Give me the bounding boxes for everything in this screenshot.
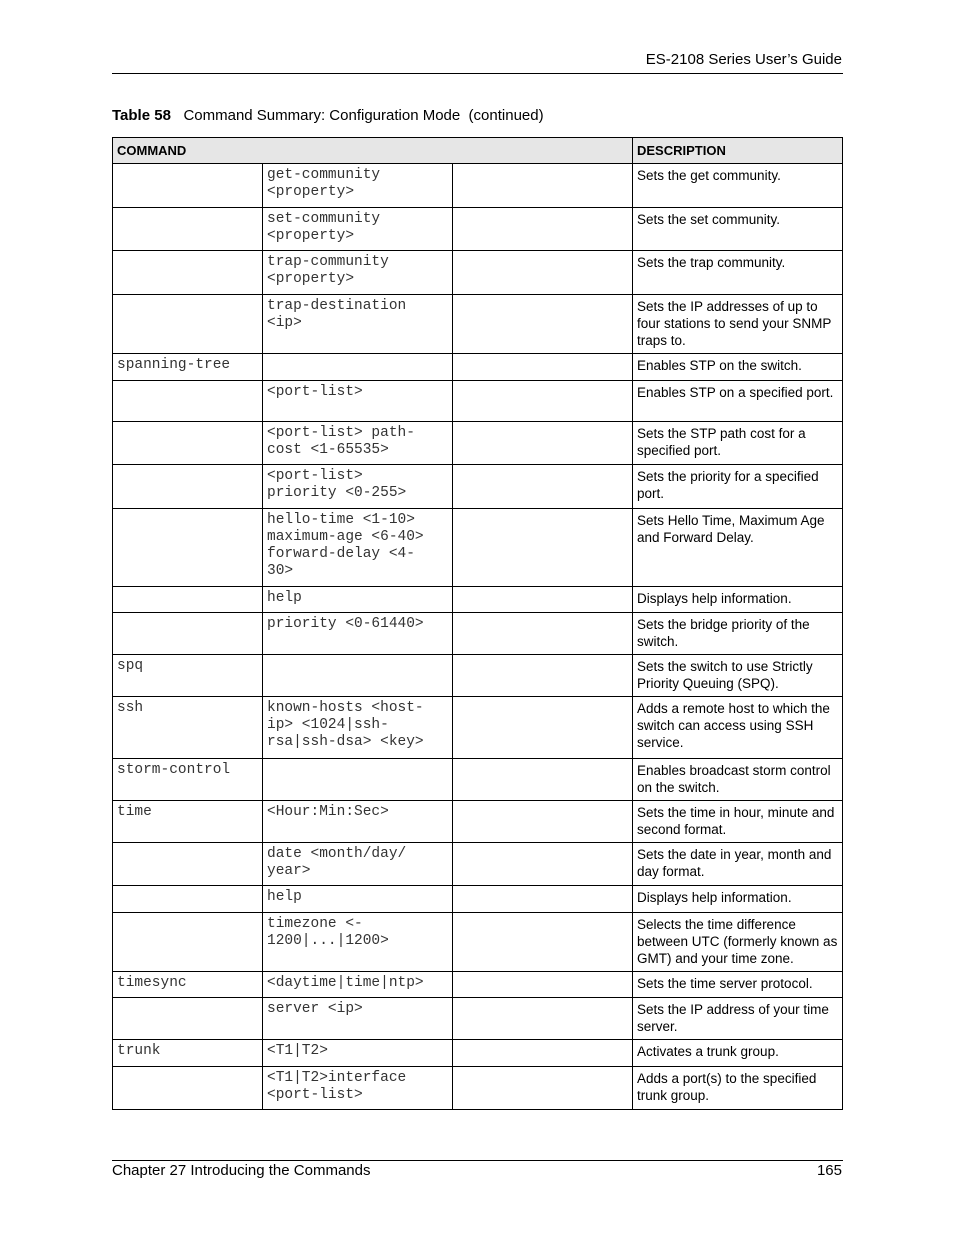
option-cell — [453, 1040, 633, 1067]
command-cell — [113, 295, 263, 354]
description-cell: Sets the time server protocol. — [633, 972, 843, 998]
description-cell: Sets the time in hour, minute and second format. — [633, 801, 843, 843]
table-row — [113, 759, 843, 801]
command-cell — [113, 251, 263, 295]
argument-cell: <port-list> path- cost <1-65535> — [263, 422, 453, 465]
table-row — [113, 843, 843, 886]
argument-cell — [263, 759, 453, 801]
argument-cell: trap-community <property> — [263, 251, 453, 295]
table-row — [113, 509, 843, 587]
command-cell: time — [113, 801, 263, 843]
footer-chapter: Chapter 27 Introducing the Commands — [112, 1162, 371, 1179]
command-cell — [113, 843, 263, 886]
table-row — [113, 354, 843, 381]
table-title: Command Summary: Configuration Mode (continued) — [183, 107, 544, 124]
option-cell — [453, 613, 633, 655]
command-cell: trunk — [113, 1040, 263, 1067]
table-row — [113, 251, 843, 295]
description-cell: Sets the bridge priority of the switch. — [633, 613, 843, 655]
description-cell: Sets the IP address of your time server. — [633, 998, 843, 1040]
description-cell: Sets the trap community. — [633, 251, 843, 295]
option-cell — [453, 251, 633, 295]
option-cell — [453, 381, 633, 422]
command-cell: spanning-tree — [113, 354, 263, 381]
table-row — [113, 655, 843, 697]
argument-cell: server <ip> — [263, 998, 453, 1040]
command-cell: timesync — [113, 972, 263, 998]
argument-cell: date <month/day/ year> — [263, 843, 453, 886]
table-row — [113, 208, 843, 251]
description-cell: Adds a remote host to which the switch can access using SSH service. — [633, 697, 843, 759]
description-cell: Sets the STP path cost for a specified port. — [633, 422, 843, 465]
table-row — [113, 587, 843, 613]
option-cell — [453, 164, 633, 208]
table-row — [113, 886, 843, 913]
argument-cell: help — [263, 587, 453, 613]
option-cell — [453, 1067, 633, 1110]
option-cell — [453, 655, 633, 697]
table-row — [113, 381, 843, 422]
argument-cell: set-community <property> — [263, 208, 453, 251]
table-body — [113, 164, 843, 1110]
option-cell — [453, 354, 633, 381]
description-cell: Activates a trunk group. — [633, 1040, 843, 1067]
description-cell: Sets Hello Time, Maximum Age and Forward Delay. — [633, 509, 843, 587]
description-cell: Sets the switch to use Strictly Priority Queuing (SPQ). — [633, 655, 843, 697]
argument-cell: <port-list> — [263, 381, 453, 422]
option-cell — [453, 843, 633, 886]
argument-cell: get-community <property> — [263, 164, 453, 208]
description-cell: Displays help information. — [633, 886, 843, 913]
option-cell — [453, 998, 633, 1040]
footer-page-number: 165 — [816, 1162, 842, 1179]
option-cell — [453, 886, 633, 913]
description-cell: Sets the get community. — [633, 164, 843, 208]
table-caption — [112, 107, 544, 124]
argument-cell: <T1|T2>interface <port-list> — [263, 1067, 453, 1110]
option-cell — [453, 295, 633, 354]
description-cell: Sets the priority for a specified port. — [633, 465, 843, 509]
argument-cell: hello-time <1-10> maximum-age <6-40> forward-delay <4- 30> — [263, 509, 453, 587]
description-cell: Enables STP on a specified port. — [633, 381, 843, 422]
command-cell — [113, 998, 263, 1040]
table-row — [113, 164, 843, 208]
argument-cell — [263, 354, 453, 381]
command-cell — [113, 587, 263, 613]
description-cell: Displays help information. — [633, 587, 843, 613]
argument-cell: priority <0-61440> — [263, 613, 453, 655]
table-header-row — [113, 138, 843, 164]
argument-cell: help — [263, 886, 453, 913]
argument-cell: timezone <- 1200|...|1200> — [263, 913, 453, 972]
table-row — [113, 1067, 843, 1110]
table-row — [113, 295, 843, 354]
argument-cell — [263, 655, 453, 697]
command-cell: ssh — [113, 697, 263, 759]
table-row — [113, 422, 843, 465]
command-cell — [113, 1067, 263, 1110]
command-summary-table — [112, 137, 843, 1110]
command-cell — [113, 509, 263, 587]
table-row — [113, 1040, 843, 1067]
argument-cell: <port-list> priority <0-255> — [263, 465, 453, 509]
description-cell: Enables STP on the switch. — [633, 354, 843, 381]
table-row — [113, 913, 843, 972]
argument-cell: <T1|T2> — [263, 1040, 453, 1067]
argument-cell: <daytime|time|ntp> — [263, 972, 453, 998]
header-rule — [112, 73, 843, 74]
table-number: Table 58 — [112, 107, 171, 124]
option-cell — [453, 587, 633, 613]
command-cell — [113, 913, 263, 972]
argument-cell: <Hour:Min:Sec> — [263, 801, 453, 843]
command-cell — [113, 465, 263, 509]
option-cell — [453, 759, 633, 801]
description-cell: Sets the IP addresses of up to four stations to send your SNMP traps to. — [633, 295, 843, 354]
option-cell — [453, 465, 633, 509]
command-cell — [113, 613, 263, 655]
option-cell — [453, 422, 633, 465]
command-cell: spq — [113, 655, 263, 697]
table-row — [113, 972, 843, 998]
description-cell: Sets the set community. — [633, 208, 843, 251]
running-header-title: ES-2108 Series User’s Guide — [645, 51, 842, 68]
table-row — [113, 613, 843, 655]
command-cell — [113, 422, 263, 465]
description-cell: Adds a port(s) to the specified trunk group. — [633, 1067, 843, 1110]
option-cell — [453, 801, 633, 843]
column-header-command: COMMAND — [113, 138, 633, 164]
option-cell — [453, 697, 633, 759]
option-cell — [453, 208, 633, 251]
command-cell — [113, 886, 263, 913]
command-cell: storm-control — [113, 759, 263, 801]
argument-cell: known-hosts <host- ip> <1024|ssh- rsa|ssh-dsa> <key> — [263, 697, 453, 759]
table-row — [113, 998, 843, 1040]
option-cell — [453, 972, 633, 998]
description-cell: Selects the time difference between UTC (formerly known as GMT) and your time zone. — [633, 913, 843, 972]
command-cell — [113, 381, 263, 422]
footer-rule — [112, 1160, 843, 1161]
table-row — [113, 465, 843, 509]
option-cell — [453, 509, 633, 587]
command-cell — [113, 164, 263, 208]
column-header-description: DESCRIPTION — [633, 138, 843, 164]
table-row — [113, 697, 843, 759]
description-cell: Enables broadcast storm control on the switch. — [633, 759, 843, 801]
description-cell: Sets the date in year, month and day format. — [633, 843, 843, 886]
command-cell — [113, 208, 263, 251]
option-cell — [453, 913, 633, 972]
argument-cell: trap-destination <ip> — [263, 295, 453, 354]
table-row — [113, 801, 843, 843]
